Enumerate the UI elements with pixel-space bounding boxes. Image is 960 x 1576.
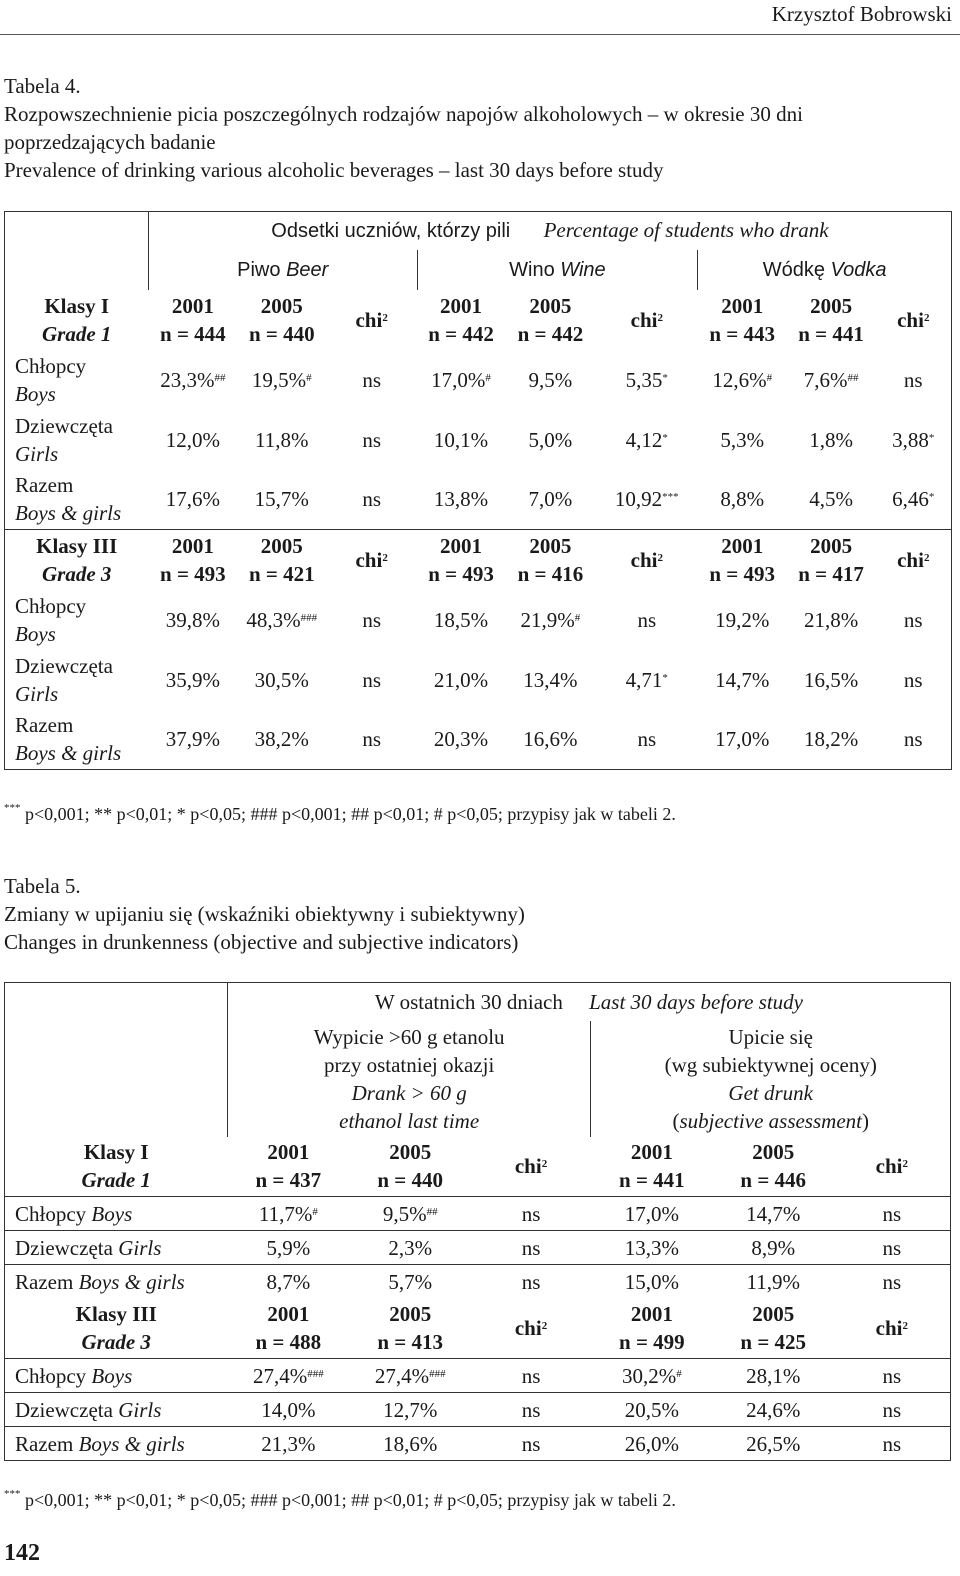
table5-cell: 14,0% bbox=[227, 1393, 349, 1427]
table4-header-pl: Odsetki uczniów, którzy pili bbox=[271, 220, 511, 243]
table5-title-en: Changes in drunkenness (objective and subjective indicators) bbox=[4, 930, 519, 954]
table4-grade1-n-cell: 2005 n = 442 bbox=[517, 293, 584, 346]
table5-cell: ns bbox=[834, 1359, 951, 1393]
table4-cell: 37,9% bbox=[165, 727, 220, 752]
table5-cell: 18,6% bbox=[349, 1427, 471, 1461]
table5-row-label: Chłopcy Boys bbox=[5, 1359, 228, 1393]
table5-grade1-n-cell: 2001 n = 441 bbox=[619, 1140, 685, 1193]
table5-footnote: *** p<0,001; ** p<0,01; * p<0,05; ### p<0,001; ## p<0,01; # p<0,05; przypisy jak w tabeli 2. bbox=[4, 1488, 676, 1510]
table5-label: Tabela 5. bbox=[4, 874, 81, 898]
table4-vodka-header: Wódkę Vodka bbox=[698, 250, 952, 290]
table4-cell: 3,88* bbox=[892, 427, 935, 452]
table5-grade1-n-cell: 2005 n = 440 bbox=[377, 1140, 444, 1193]
table5-cell: ns bbox=[471, 1197, 591, 1231]
table4-title-pl-2: poprzedzających badanie bbox=[4, 130, 216, 154]
table4-cell: 4,71* bbox=[625, 667, 668, 692]
table5-grade1-chi-header: chi$^2$ bbox=[514, 1154, 548, 1179]
table4-grade1-chi-header: chi$^2$ bbox=[897, 307, 930, 332]
table4-label: Tabela 4. bbox=[4, 74, 81, 98]
table4-cell: 15,7% bbox=[254, 487, 309, 512]
table4-grade1-n-cell: 2001 n = 443 bbox=[709, 293, 776, 346]
table4-grade1-chi-header: chi$^2$ bbox=[355, 307, 388, 332]
table4-header-en: Percentage of students who drank bbox=[543, 218, 829, 243]
table4-cell: ns bbox=[362, 427, 381, 452]
table5-cell: 27,4%### bbox=[227, 1359, 349, 1393]
table5-cell: ns bbox=[471, 1359, 591, 1393]
table5-header-en: Last 30 days before study bbox=[589, 989, 804, 1014]
table4-cell: 10,92*** bbox=[614, 487, 679, 512]
table5-row-label: Chłopcy Boys bbox=[5, 1197, 228, 1231]
table5-indicator-objective: Wypicie >60 g etanolu przy ostatniej okazji Drank > 60 g ethanol last time bbox=[227, 1021, 591, 1137]
running-header-author: Krzysztof Bobrowski bbox=[771, 2, 952, 26]
table4-cell: 10,1% bbox=[433, 427, 489, 452]
table4-cell: 23,3%## bbox=[160, 367, 226, 392]
table4-cell: 19,5%# bbox=[251, 367, 312, 392]
table5-cell: 13,3% bbox=[591, 1231, 713, 1265]
table4-row-label: Dziewczęta Girls bbox=[15, 413, 113, 466]
table4-grade1-n-cell: 2005 n = 441 bbox=[798, 293, 864, 346]
table4-row-label: Razem Boys & girls bbox=[15, 713, 122, 766]
table4-cell: 18,2% bbox=[803, 727, 859, 752]
table4-cell: ns bbox=[362, 667, 381, 692]
table5-cell: 11,7%# bbox=[227, 1197, 349, 1231]
header-rule bbox=[0, 34, 960, 35]
table4-cell: 13,8% bbox=[433, 487, 489, 512]
table4-row-label: Chłopcy Boys bbox=[15, 593, 87, 646]
table4-cell: 4,5% bbox=[809, 487, 853, 512]
table5-grade3-chi-header: chi$^2$ bbox=[875, 1316, 908, 1341]
table4-grade1-n-cell: 2005 n = 440 bbox=[248, 293, 315, 346]
table4-cell: ns bbox=[903, 667, 923, 692]
table4-cell: ns bbox=[903, 367, 923, 392]
table5-grade3-n-cell: 2005 n = 425 bbox=[740, 1302, 807, 1355]
table4-grade3-n-cell: 2005 n = 421 bbox=[237, 530, 326, 590]
table4-row-label: Razem Boys & girls bbox=[15, 473, 122, 526]
table5-corner bbox=[5, 983, 228, 1137]
table5-cell: 9,5%## bbox=[349, 1197, 471, 1231]
table4 bbox=[4, 211, 952, 770]
page-number: 142 bbox=[4, 1540, 40, 1566]
table4-cell: 38,2% bbox=[254, 727, 309, 752]
table5-header-pl: W ostatnich 30 dniach bbox=[374, 989, 563, 1014]
table4-cell: 5,35* bbox=[625, 367, 668, 392]
table5-cell: 11,9% bbox=[713, 1265, 834, 1299]
table4-corner bbox=[5, 212, 149, 290]
table4-caption bbox=[4, 72, 803, 184]
table4-cell: ns bbox=[637, 727, 657, 752]
table5-cell: ns bbox=[834, 1393, 951, 1427]
table4-cell: 13,4% bbox=[523, 667, 578, 692]
table5-cell: 30,2%# bbox=[591, 1359, 713, 1393]
table4-cell: ns bbox=[362, 727, 381, 752]
table4-grade3-n-cell: 2005 n = 417 bbox=[787, 530, 876, 590]
table4-cell: 5,0% bbox=[528, 427, 573, 452]
table4-row-label: Chłopcy Boys bbox=[15, 353, 87, 406]
table4-title-pl-1: Rozpowszechnienie picia poszczególnych rodzajów napojów alkoholowych – w okresie 30 dni bbox=[4, 102, 803, 126]
table5-cell: ns bbox=[834, 1265, 951, 1299]
table4-grade3-chi-header: chi$^2$ bbox=[326, 530, 417, 590]
table4-grade3-n-cell: 2001 n = 493 bbox=[417, 530, 505, 590]
table4-cell: ns bbox=[903, 607, 923, 632]
table5-grade1-label: Klasy I Grade 1 bbox=[81, 1140, 151, 1193]
table4-cell: 17,0% bbox=[715, 727, 770, 752]
table4-cell: 39,8% bbox=[165, 607, 220, 632]
table4-grade3-label: Klasy III Grade 3 bbox=[5, 530, 149, 590]
table5-grade3-n-cell: 2005 n = 413 bbox=[377, 1302, 444, 1355]
table5-grade1-n-cell: 2001 n = 437 bbox=[255, 1140, 322, 1193]
table4-cell: 5,3% bbox=[720, 427, 765, 452]
table5-cell: 8,9% bbox=[713, 1231, 834, 1265]
table4-row-label: Dziewczęta Girls bbox=[15, 653, 113, 706]
table4-beer-header: Piwo Beer bbox=[148, 250, 417, 290]
table5-cell: 24,6% bbox=[713, 1393, 834, 1427]
table5-cell: 14,7% bbox=[713, 1197, 834, 1231]
table4-grade3-n-cell: 2001 n = 493 bbox=[148, 530, 237, 590]
table4-grade3-n-cell: 2001 n = 493 bbox=[698, 530, 787, 590]
table4-cell: ns bbox=[637, 607, 657, 632]
table5-cell: 5,7% bbox=[349, 1265, 471, 1299]
table5-cell: ns bbox=[471, 1393, 591, 1427]
table5-cell: 5,9% bbox=[227, 1231, 349, 1265]
table5-cell: 26,5% bbox=[713, 1427, 834, 1461]
table5-row-label: Razem Boys & girls bbox=[5, 1265, 228, 1299]
table5-grade3-chi-header: chi$^2$ bbox=[514, 1316, 548, 1341]
table5-header bbox=[227, 983, 950, 1021]
table4-wine-header: Wino Wine bbox=[417, 250, 698, 290]
table4-cell: 17,6% bbox=[165, 487, 220, 512]
table5-cell: 26,0% bbox=[591, 1427, 713, 1461]
table4-grade3-n-cell: 2005 n = 416 bbox=[505, 530, 596, 590]
table4-cell: 21,0% bbox=[433, 667, 489, 692]
table5-cell: 12,7% bbox=[349, 1393, 471, 1427]
table4-cell: ns bbox=[362, 487, 381, 512]
table5-grade3-n-cell: 2001 n = 488 bbox=[255, 1302, 322, 1355]
table4-cell: 17,0%# bbox=[431, 367, 491, 392]
table5-grade1-n-cell: 2005 n = 446 bbox=[740, 1140, 807, 1193]
table4-cell: 9,5% bbox=[528, 367, 573, 392]
table4-cell: 16,6% bbox=[523, 727, 578, 752]
table4-cell: 11,8% bbox=[255, 427, 309, 452]
table4-cell: 19,2% bbox=[715, 607, 770, 632]
table5-cell: ns bbox=[471, 1427, 591, 1461]
table4-cell: 6,46* bbox=[892, 487, 935, 512]
table5-row-label: Dziewczęta Girls bbox=[5, 1231, 228, 1265]
table4-grade1-n-cell: 2001 n = 444 bbox=[160, 293, 226, 346]
table5-row-label: Razem Boys & girls bbox=[5, 1427, 228, 1461]
table4-cell: 12,0% bbox=[165, 427, 220, 452]
table5-cell: 20,5% bbox=[591, 1393, 713, 1427]
table4-cell: 7,0% bbox=[528, 487, 573, 512]
table5-cell: 8,7% bbox=[227, 1265, 349, 1299]
table5-row-label: Dziewczęta Girls bbox=[5, 1393, 228, 1427]
table5-caption bbox=[4, 872, 525, 956]
table4-cell: 18,5% bbox=[433, 607, 489, 632]
table5-cell: 21,3% bbox=[227, 1427, 349, 1461]
table4-cell: 12,6%# bbox=[712, 367, 773, 392]
table5-cell: 28,1% bbox=[713, 1359, 834, 1393]
table5-title-pl: Zmiany w upijaniu się (wskaźniki obiektywny i subiektywny) bbox=[4, 902, 525, 926]
table5-cell: ns bbox=[834, 1197, 951, 1231]
table4-grade1-label: Klasy I Grade 1 bbox=[41, 293, 112, 346]
table4-cell: 48,3%### bbox=[246, 607, 318, 632]
table4-header bbox=[148, 212, 951, 250]
table5-cell: ns bbox=[834, 1427, 951, 1461]
table5-cell: 17,0% bbox=[591, 1197, 713, 1231]
table4-grade3-chi-header: chi$^2$ bbox=[596, 530, 698, 590]
table4-cell: 20,3% bbox=[433, 727, 489, 752]
table4-footnote: *** p<0,001; ** p<0,01; * p<0,05; ### p<0,001; ## p<0,01; # p<0,05; przypisy jak w tabeli 2. bbox=[4, 802, 676, 824]
table4-cell: 7,6%## bbox=[803, 367, 859, 392]
table5-grade3-label: Klasy III Grade 3 bbox=[75, 1302, 157, 1355]
table5-cell: ns bbox=[471, 1265, 591, 1299]
table4-cell: 35,9% bbox=[165, 667, 220, 692]
table4-grade1-chi-header: chi$^2$ bbox=[630, 307, 663, 332]
table4-cell: ns bbox=[903, 727, 923, 752]
table4-cell: 8,8% bbox=[720, 487, 765, 512]
table4-cell: 21,9%# bbox=[520, 607, 581, 632]
table5-grade3-n-cell: 2001 n = 499 bbox=[619, 1302, 685, 1355]
table4-cell: 30,5% bbox=[254, 667, 309, 692]
table5 bbox=[4, 982, 951, 1461]
table4-cell: 14,7% bbox=[715, 667, 770, 692]
table4-grade3-chi-header: chi$^2$ bbox=[876, 530, 952, 590]
table4-cell: 16,5% bbox=[803, 667, 859, 692]
table4-grade1-n-cell: 2001 n = 442 bbox=[428, 293, 494, 346]
table4-cell: ns bbox=[362, 607, 381, 632]
table4-cell: 4,12* bbox=[625, 427, 668, 452]
table5-indicator-subjective: Upicie się (wg subiektywnej oceny) Get drunk (subjective assessment) bbox=[591, 1021, 951, 1137]
table4-cell: 1,8% bbox=[809, 427, 853, 452]
table5-cell: 2,3% bbox=[349, 1231, 471, 1265]
table5-grade1-chi-header: chi$^2$ bbox=[875, 1154, 908, 1179]
table4-title-en: Prevalence of drinking various alcoholic beverages – last 30 days before study bbox=[4, 158, 664, 182]
table4-cell: ns bbox=[362, 367, 381, 392]
table5-cell: ns bbox=[834, 1231, 951, 1265]
table5-cell: 15,0% bbox=[591, 1265, 713, 1299]
table5-cell: 27,4%### bbox=[349, 1359, 471, 1393]
table4-cell: 21,8% bbox=[803, 607, 859, 632]
table5-cell: ns bbox=[471, 1231, 591, 1265]
